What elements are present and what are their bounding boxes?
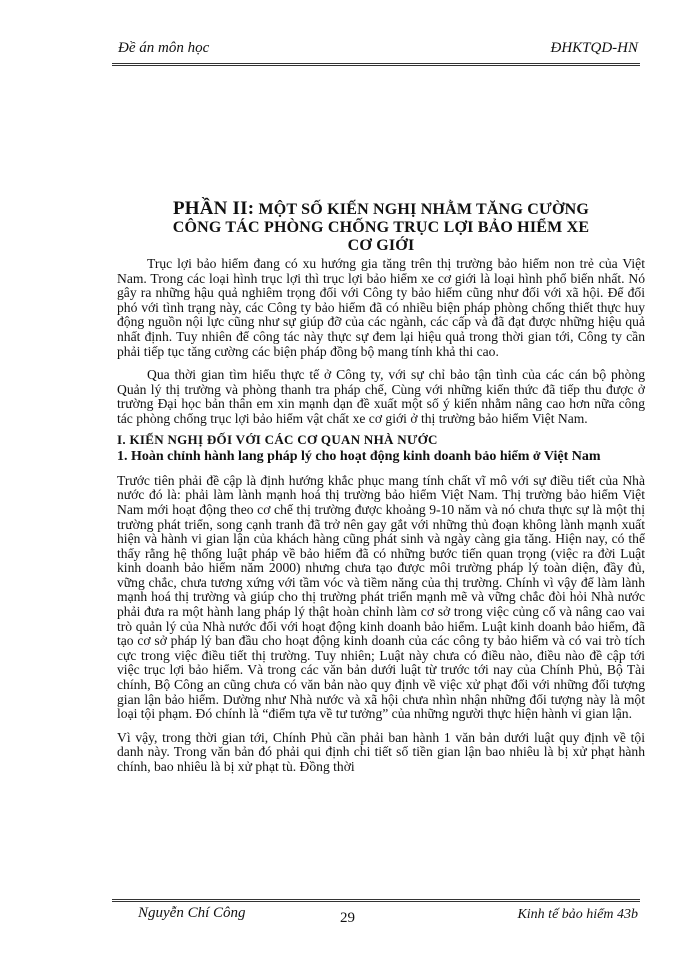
header-divider [112, 63, 640, 66]
page-number: 29 [340, 910, 355, 926]
paragraph-purpose: Qua thời gian tìm hiểu thực tế ở Công ty, với sự chỉ bảo tận tình của các cán bộ phòng Quản lý thị trường và phòng thanh tra pháp chế, Cùng với những kiến thức đã tiếp thu được ở trường Đại học bản thân em xin mạnh dạn đề xuất một số ý kiến nhằm nâng cao hơn nữa công tác phòng chống trục lợi bảo hiểm vật chất xe cơ giới ở thị trường bảo hiểm Việt Nam. [117, 367, 645, 426]
header-university-label: ĐHKTQD-HN [550, 40, 638, 56]
part-title-line-2: CÔNG TÁC PHÒNG CHỐNG TRỤC LỢI BẢO HIỂM XE [172, 219, 590, 236]
part-label: PHẦN II: [172, 198, 255, 219]
footer-class: Kinh tế bảo hiểm 43b [517, 907, 638, 922]
part-title-line-3: CƠ GIỚI [347, 237, 415, 254]
footer-divider [112, 899, 640, 902]
header-course-label: Đề án môn học [118, 40, 210, 56]
part-title [117, 200, 645, 255]
part-title-line-1-text: MỘT SỐ KIẾN NGHỊ NHẰM TĂNG CƯỜNG [254, 201, 590, 218]
section-heading: I. KIẾN NGHỊ ĐỐI VỚI CÁC CƠ QUAN NHÀ NƯỚC [117, 431, 438, 447]
paragraph-regulation: Vì vậy, trong thời gian tới, Chính Phủ cần phải ban hành 1 văn bản dưới luật quy định về tội danh này. Trong văn bản đó phải qui định chi tiết số tiền gian lận bao nhiêu là bị xử phạt hành chính, bao nhiêu là bị xử phạt tù. Đồng thời [117, 729, 645, 774]
subsection-heading: 1. Hoàn chỉnh hành lang pháp lý cho hoạt động kinh doanh bảo hiểm ở Việt Nam [117, 449, 601, 465]
part-title-line-1 [117, 200, 645, 219]
paragraph-intro: Trục lợi bảo hiểm đang có xu hướng gia tăng trên thị trường bảo hiểm non trẻ của Việt Nam. Trong các loại hình trục lợi thì trục lợi bảo hiểm xe cơ giới là loại hình phổ biến nhất. Nó gây ra những hậu quả nghiêm trọng đối với Công ty bảo hiểm cũng như đối với xã hội. Để đối phó với tình trạng này, các Công ty bảo hiểm đã có nhiều biện pháp phòng chống thiết thực huy động nguồn nội lực cũng như sự giúp đỡ của các ngành, các cấp và đã đạt được những hiệu quả nhất định. Tuy nhiên để công tác này thực sự đem lại hiệu quả trong thời gian tới, Công ty cần phải tiếp tục tăng cường các biện pháp đồng bộ mang tính khả thi cao. [117, 256, 645, 359]
document-body [117, 200, 645, 775]
footer-author: Nguyễn Chí Công [138, 905, 246, 921]
paragraph-legal-framework: Trước tiên phải đề cập là định hướng khắc phục mang tính chất vĩ mô với sự điều tiết của Nhà nước đó là: phải làm lành mạnh hoá thị trường bảo hiểm Việt Nam. Thị trường bảo hiểm Việt Nam mới hoạt động theo cơ chế thị trường được khoảng 9-10 năm và nó chưa thực sự là một thị trường phát triển, song cạnh tranh đã trở nên gay gắt với những thủ đoạn không lành mạnh xuất hiện và hành vi gian lận của khách hàng cũng phát sinh và ngày càng gia tăng. Hiện nay, có thể thấy rằng hệ thống luật pháp về bảo hiểm đã có những bước tiến quan trọng (việc ra đời Luật kinh doanh bảo hiểm năm 2000) nhưng chưa tạo được môi trường pháp lý toàn diện, đầy đủ, vững chắc, chưa tương xứng với tầm vóc và tiềm năng của thị trường. Chính vì vậy để làm lành mạnh hoá thị trường và giúp cho thị trường phát triển mạnh mẽ và vững chắc đòi hỏi Nhà nước phải đưa ra một hành lang pháp lý thật hoàn chỉnh làm cơ sở trong việc củng cố và nâng cao vai trò quản lý của Nhà nước đối với hoạt động kinh doanh bảo hiểm. Luật kinh doanh bảo hiểm, đã tạo cơ sở pháp lý ban đầu cho hoạt động kinh doanh của các công ty bảo hiểm và có vai trò tích cực trong việc điều tiết thị trường. Tuy nhiên; Luật này chưa có điều nào, điều nào đề cập tới việc trục lợi bảo hiểm. Và trong các văn bản dưới luật từ trước tới nay của Chính Phủ, Bộ Tài chính, Bộ Công an cũng chưa có văn bản nào quy định về việc xử phạt đối với những đối tượng gian lận bảo hiểm. Dường như Nhà nước và xã hội chưa nhìn nhận những đối tượng này là một loại tội phạm. Đó chính là “điểm tựa về tư tưởng” của những người thực hiện hành vi gian lận. [117, 472, 645, 722]
